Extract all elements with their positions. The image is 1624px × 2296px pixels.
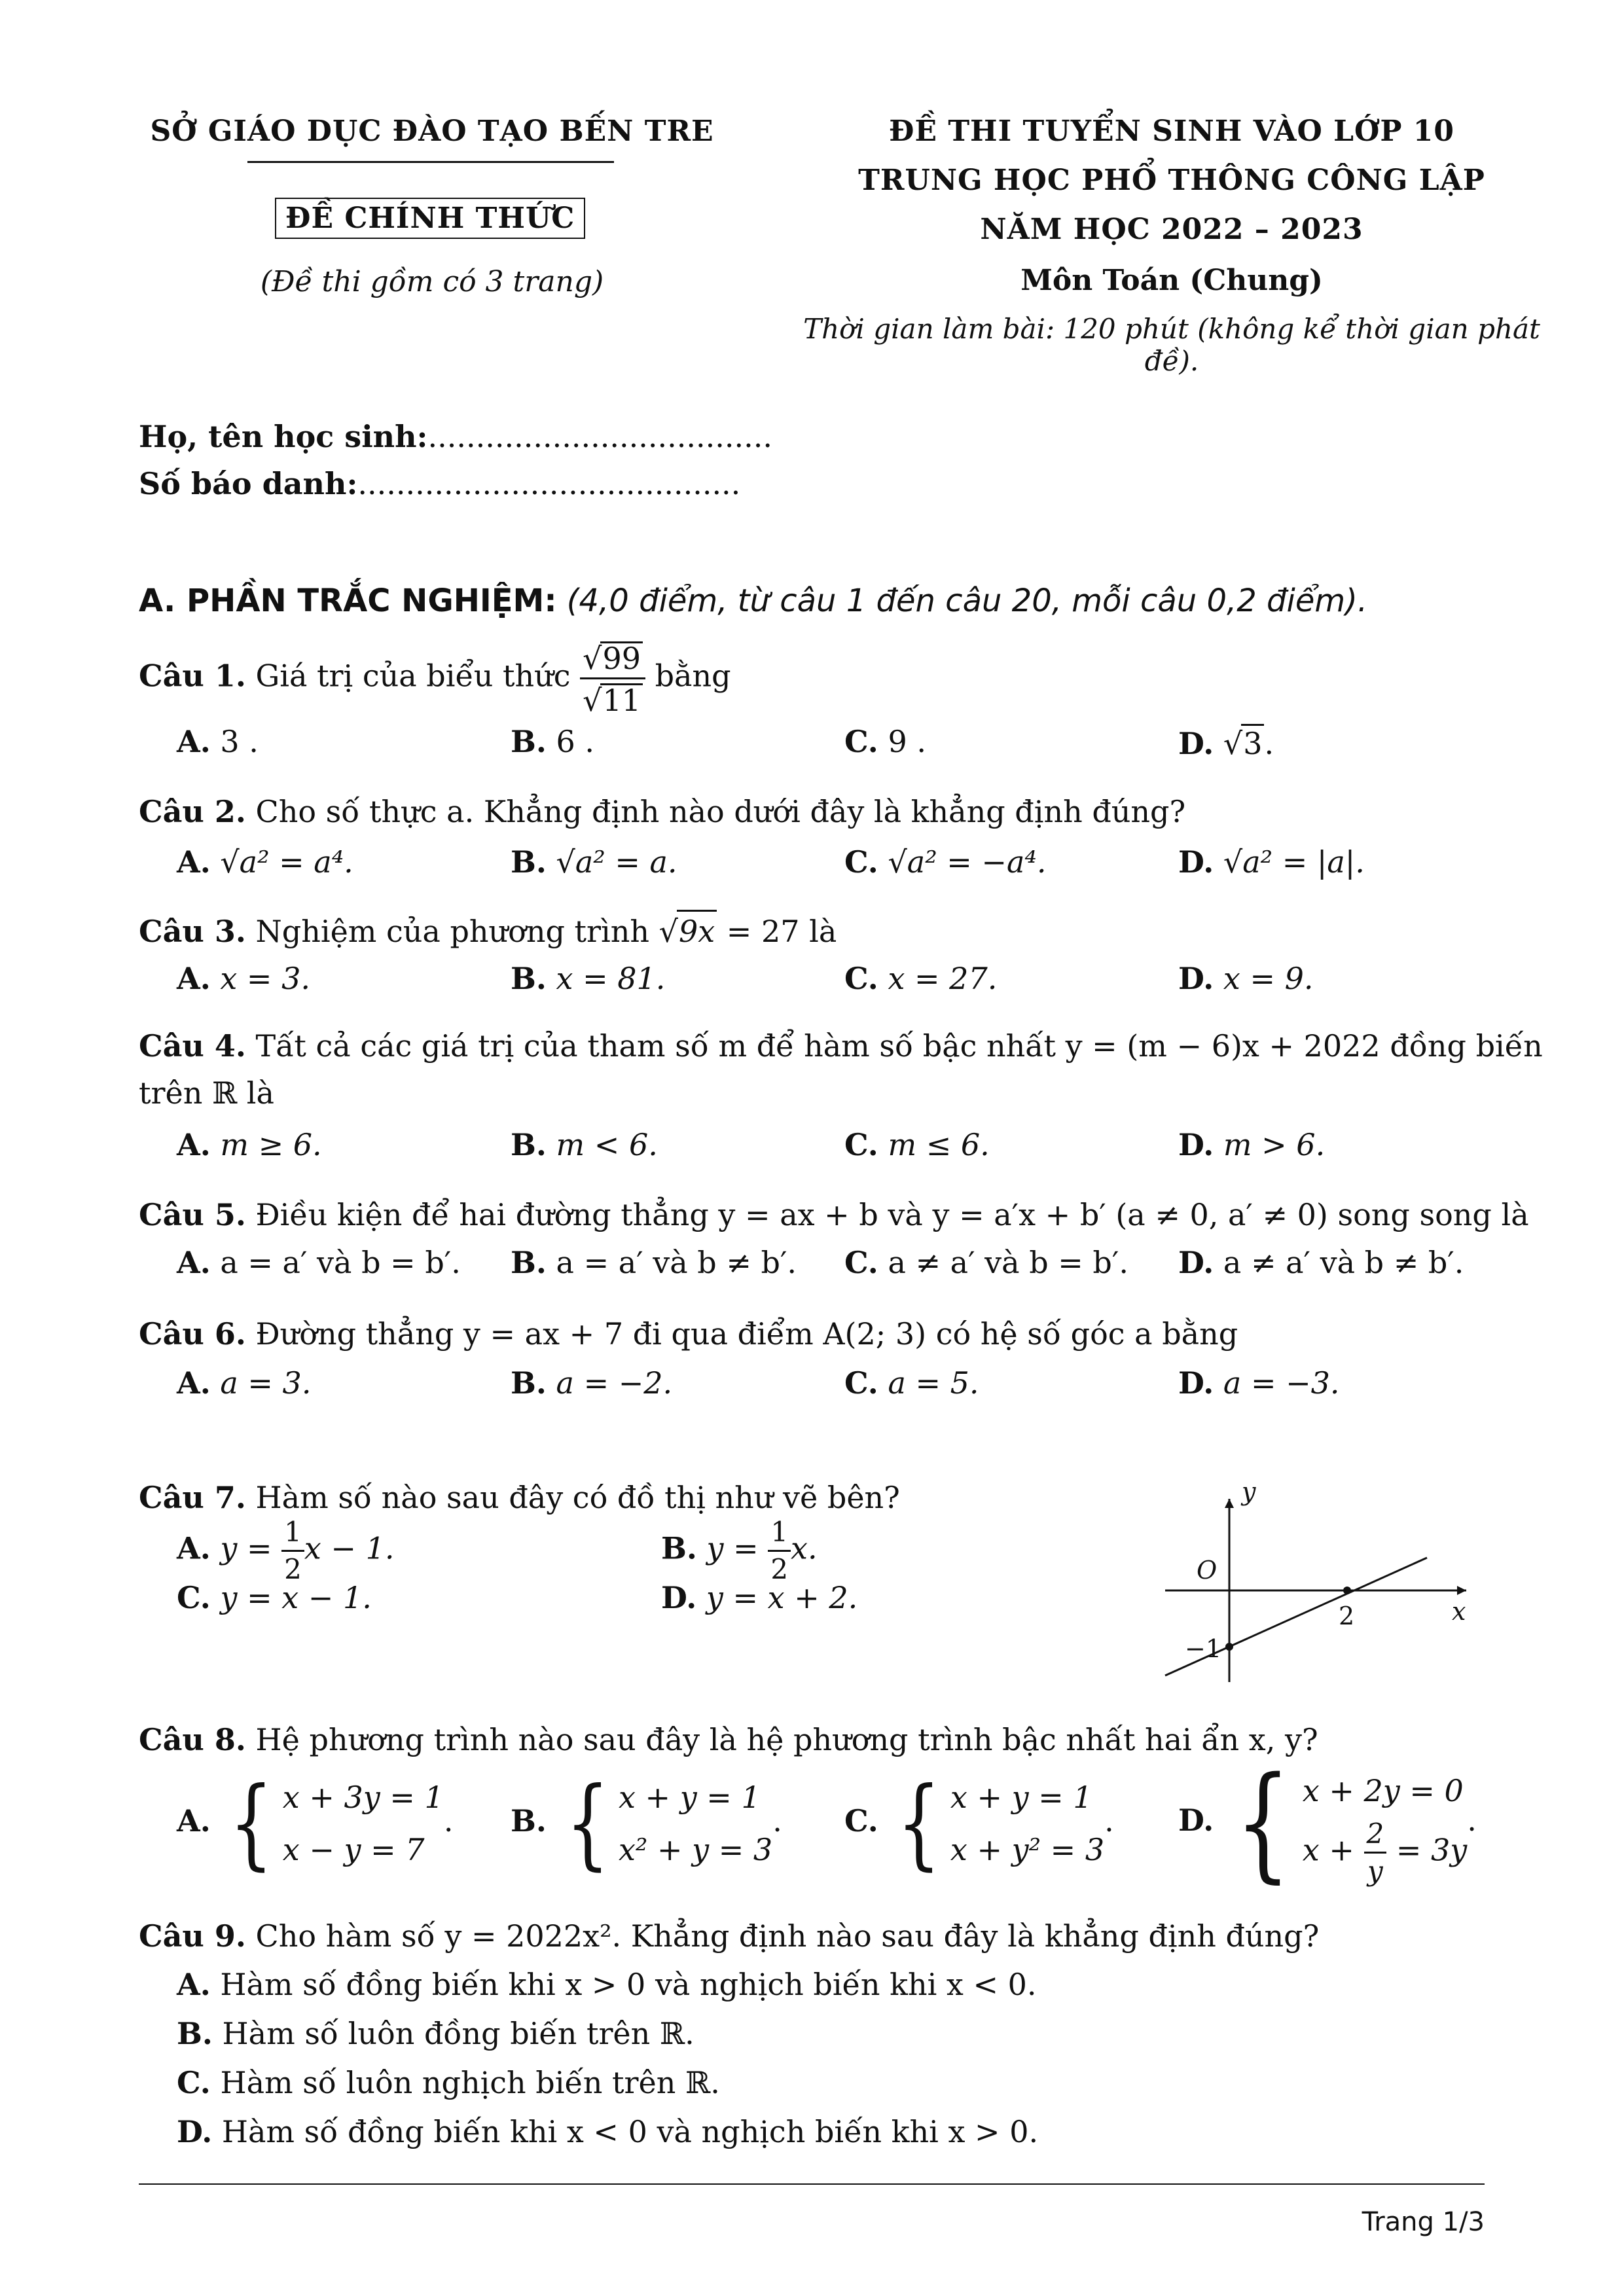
q1-option-d[interactable]: D. √3. (1178, 724, 1274, 761)
student-name-dots[interactable]: .................................... (427, 419, 772, 454)
x-axis-arrow (1457, 1586, 1466, 1595)
question-9: Câu 9. Cho hàm số y = 2022x². Khẳng định nào sau đây là khẳng định đúng? (139, 1918, 1320, 1954)
time-note: Thời gian làm bài: 120 phút (không kể thời gian phát đề). (803, 313, 1540, 377)
question-4: Câu 4. Tất cả các giá trị của tham số m để hàm số bậc nhất y = (m − 6)x + 2022 đồng biến (139, 1028, 1543, 1064)
official-label: ĐỀ CHÍNH THỨC (275, 198, 585, 239)
q8-option-b[interactable]: B. { x + y = 1 x² + y = 3 . (511, 1767, 782, 1880)
q1-text-after: bằng (655, 658, 731, 694)
student-name-line (139, 419, 772, 454)
section-a-title: A. PHẦN TRẮC NGHIỆM: (139, 583, 557, 619)
q7-option-c[interactable]: C. y = x − 1. (177, 1580, 372, 1615)
q4-option-d[interactable]: D. m > 6. (1178, 1127, 1326, 1162)
q6-option-a[interactable]: A. a = 3. (177, 1365, 312, 1401)
q5-option-c[interactable]: C. a ≠ a′ và b = b′. (844, 1245, 1128, 1280)
q3-option-a[interactable]: A. x = 3. (177, 961, 310, 996)
q3-option-c[interactable]: C. x = 27. (844, 961, 998, 996)
question-6: Câu 6. Đường thẳng y = ax + 7 đi qua điểm A(2; 3) có hệ số góc a bằng (139, 1316, 1238, 1352)
q7-option-b[interactable]: B. y = $\frac{1}{2}$ x. (661, 1516, 818, 1585)
school-year: NĂM HỌC 2022 – 2023 (980, 213, 1363, 246)
footer-rule (139, 2183, 1485, 2185)
q7-graph (1152, 1486, 1479, 1695)
student-id-label: Số báo danh: (139, 466, 358, 501)
graph-x-tick: 2 (1339, 1602, 1355, 1630)
section-a-note: (4,0 điểm, từ câu 1 đến câu 20, mỗi câu 0,2 điểm). (566, 583, 1368, 619)
question-4-cont: trên ℝ là (139, 1075, 274, 1111)
exam-subtitle: TRUNG HỌC PHỔ THÔNG CÔNG LẬP (858, 164, 1485, 197)
student-id-dots[interactable]: ........................................ (357, 466, 741, 501)
question-3: Câu 3. Nghiệm của phương trình √9x = 27 là (139, 910, 837, 951)
q1-label: Câu 1. (139, 658, 246, 694)
q1-option-b[interactable]: B. 6 . (511, 724, 595, 759)
q3-option-b[interactable]: B. x = 81. (511, 961, 666, 996)
q4-option-b[interactable]: B. m < 6. (511, 1127, 658, 1162)
q5-option-d[interactable]: D. a ≠ a′ và b ≠ b′. (1178, 1245, 1464, 1280)
q8-option-a[interactable]: A. { x + 3y = 1 x − y = 7 . (177, 1767, 454, 1880)
student-id-line (139, 466, 740, 501)
q9-option-a[interactable]: A. Hàm số đồng biến khi x > 0 và nghịch biến khi x < 0. (177, 1967, 1037, 2002)
q2-option-b[interactable]: B. √a² = a. (511, 844, 677, 880)
q1-option-a[interactable]: A. 3 . (177, 724, 259, 759)
exam-title: ĐỀ THI TUYỂN SINH VÀO LỚP 10 (889, 115, 1454, 148)
q9-option-d[interactable]: D. Hàm số đồng biến khi x < 0 và nghịch biến khi x > 0. (177, 2114, 1039, 2149)
question-1 (139, 641, 731, 718)
q2-text: Cho số thực a. Khẳng định nào dưới đây là khẳng định đúng? (255, 794, 1186, 829)
q1-numerator: 99 (600, 641, 643, 673)
q5-option-b[interactable]: B. a = a′ và b ≠ b′. (511, 1245, 797, 1280)
pages-note: (Đề thi gồm có 3 trang) (260, 265, 604, 298)
q2-option-a[interactable]: A. √a² = a⁴. (177, 844, 353, 880)
graph-x-label: x (1452, 1597, 1466, 1626)
q6-option-b[interactable]: B. a = −2. (511, 1365, 673, 1401)
q4-option-a[interactable]: A. m ≥ 6. (177, 1127, 322, 1162)
question-2: Câu 2. Cho số thực a. Khẳng định nào dưới đây là khẳng định đúng? (139, 794, 1186, 829)
department-title: SỞ GIÁO DỤC ĐÀO TẠO BẾN TRE (150, 115, 714, 148)
official-box (275, 200, 585, 235)
q4-option-c[interactable]: C. m ≤ 6. (844, 1127, 990, 1162)
graph-y-label: y (1242, 1486, 1256, 1506)
q7-option-d[interactable]: D. y = x + 2. (661, 1580, 858, 1615)
q2-option-c[interactable]: C. √a² = −a⁴. (844, 844, 1047, 880)
q9-option-c[interactable]: C. Hàm số luôn nghịch biến trên ℝ. (177, 2065, 720, 2100)
q1-fraction: $\frac{√99}{√11}$ (580, 641, 645, 715)
q6-option-c[interactable]: C. a = 5. (844, 1365, 979, 1401)
q1-denominator: 11 (600, 683, 643, 715)
section-a-heading (139, 583, 1367, 619)
question-7: Câu 7. Hàm số nào sau đây có đồ thị như vẽ bên? (139, 1480, 900, 1515)
header-underline (247, 161, 614, 163)
q8-option-c[interactable]: C. { x + y = 1 x + y² = 3 . (844, 1767, 1114, 1880)
student-name-label: Họ, tên học sinh: (139, 419, 428, 454)
q5-option-a[interactable]: A. a = a′ và b = b′. (177, 1245, 461, 1280)
q3-option-d[interactable]: D. x = 9. (1178, 961, 1314, 996)
graph-origin-label: O (1197, 1556, 1218, 1585)
q7-option-a[interactable]: A. y = $\frac{1}{2}$ x − 1. (177, 1516, 395, 1585)
q1-text-before: Giá trị của biểu thức (255, 658, 571, 694)
y-intercept-point (1225, 1643, 1233, 1651)
question-8: Câu 8. Hệ phương trình nào sau đây là hệ phương trình bậc nhất hai ẩn x, y? (139, 1722, 1318, 1757)
q6-option-d[interactable]: D. a = −3. (1178, 1365, 1340, 1401)
q9-option-b[interactable]: B. Hàm số luôn đồng biến trên ℝ. (177, 2016, 695, 2051)
page-number: Trang 1/3 (1362, 2207, 1485, 2237)
q1-option-c[interactable]: C. 9 . (844, 724, 926, 759)
y-axis-arrow (1225, 1499, 1234, 1508)
question-5: Câu 5. Điều kiện để hai đường thẳng y = ax + b và y = a′x + b′ (a ≠ 0, a′ ≠ 0) song song là (139, 1197, 1529, 1232)
graph-y-tick: −1 (1185, 1634, 1222, 1663)
q8-option-d[interactable]: D. { x + 2y = 0 x + $\frac{2}{y}$ = 3y . (1178, 1750, 1477, 1895)
q3-radicand: 9x (677, 910, 717, 951)
x-intercept-point (1343, 1587, 1351, 1594)
q2-option-d[interactable]: D. √a² = |a|. (1178, 844, 1365, 880)
subject: Môn Toán (Chung) (1020, 264, 1323, 297)
